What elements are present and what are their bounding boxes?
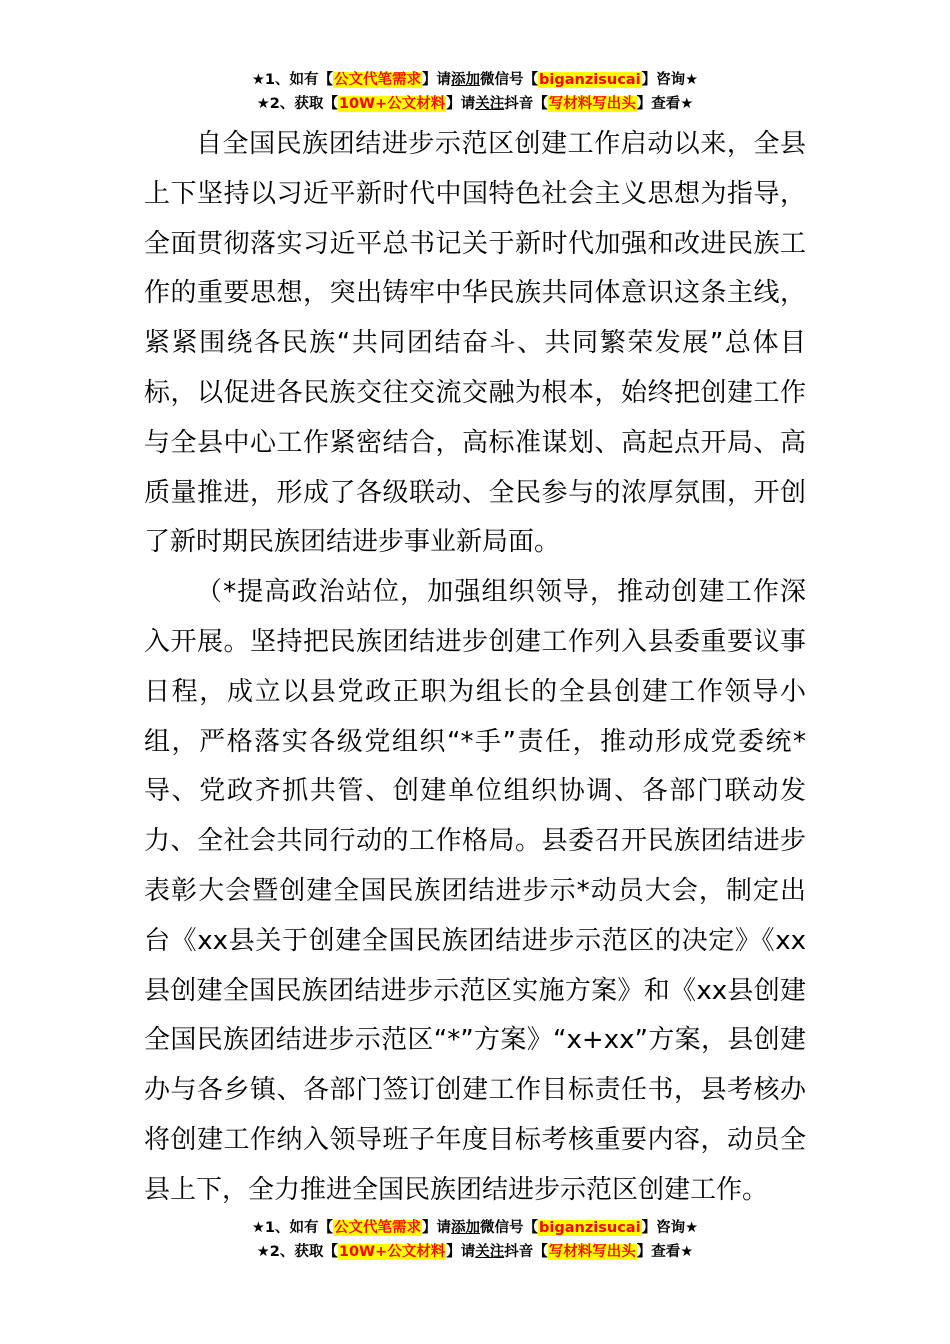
banner-text: ★2、获取【 [256, 96, 338, 112]
banner-text: ★2、获取【 [256, 1244, 338, 1260]
highlight-douyin: 写材料写出头 [548, 96, 636, 112]
banner-text: ★1、如有【 [251, 72, 334, 88]
banner-text: 】请 [446, 1244, 476, 1260]
highlight-service: 公文代笔需求 [334, 1220, 422, 1236]
banner-text: 】请 [446, 96, 476, 112]
body-paragraph: （*提高政治站位，加强组织领导，推动创建工作深入开展。坚持把民族团结进步创建工作列入县委重要议事日程，成立以县党政正职为组长的全县创建工作领导小组，严格落实各级党组织“*手”责任，推动形成党委统*导、党政齐抓共管、创建单位组织协调、各部门联动发力、全社会共同行动的工作格局。县委召开民族团结进步表彰大会暨创建全国民族团结进步示*动员大会，制定出台《xx县关于创建全国民族团结进步示范区的决定》《xx县创建全国民族团结进步示范区实施方案》和《xx县创建全国民族团结进步示范区“*”方案》“x+xx”方案，县创建办与各乡镇、各部门签订创建工作目标责任书，县考核办将创建工作纳入领导班子年度目标考核重要内容，动员全县上下，全力推进全国民族团结进步示范区创建工作。 [144, 577, 806, 1205]
banner-text: 】咨询★ [641, 1220, 699, 1236]
banner-line-1 [0, 1216, 950, 1240]
banner-line-2 [0, 92, 950, 116]
banner-line-2 [0, 1240, 950, 1264]
banner-text: 抖音【 [504, 96, 548, 112]
header-banner [0, 68, 950, 116]
banner-text: 】查看★ [636, 1244, 694, 1260]
body-paragraph: 自全国民族团结进步示范区创建工作启动以来，全县上下坚持以习近平新时代中国特色社会主义思想为指导，全面贯彻落实习近平总书记关于新时代加强和改进民族工作的重要思想，突出铸牢中华民族共同体意识这条主线，紧紧围绕各民族“共同团结奋斗、共同繁荣发展”总体目标，以促进各民族交往交流交融为根本，始终把创建工作与全县中心工作紧密结合，高标准谋划、高起点开局、高质量推进，形成了各级联动、全民参与的浓厚氛围，开创了新时期民族团结进步事业新局面。 [144, 129, 806, 558]
highlight-materials: 10W+公文材料 [338, 96, 446, 112]
banner-text: 】请 [422, 72, 452, 88]
banner-line-1 [0, 68, 950, 92]
highlight-wechat-id: biganzisucai [539, 1220, 641, 1236]
highlight-service: 公文代笔需求 [334, 72, 422, 88]
banner-text: 微信号【 [480, 1220, 539, 1236]
document-body [144, 120, 806, 1216]
highlight-wechat-id: biganzisucai [539, 72, 641, 88]
banner-text: ★1、如有【 [251, 1220, 334, 1236]
banner-emphasis: 关注 [475, 96, 505, 112]
banner-emphasis: 添加 [451, 1220, 481, 1236]
banner-text: 】查看★ [636, 96, 694, 112]
banner-text: 】咨询★ [641, 72, 699, 88]
banner-emphasis: 添加 [451, 72, 481, 88]
banner-text: 抖音【 [504, 1244, 548, 1260]
banner-emphasis: 关注 [475, 1244, 505, 1260]
banner-text: 】请 [422, 1220, 452, 1236]
banner-text: 微信号【 [480, 72, 539, 88]
highlight-douyin: 写材料写出头 [548, 1244, 636, 1260]
highlight-materials: 10W+公文材料 [338, 1244, 446, 1260]
footer-banner [0, 1216, 950, 1264]
